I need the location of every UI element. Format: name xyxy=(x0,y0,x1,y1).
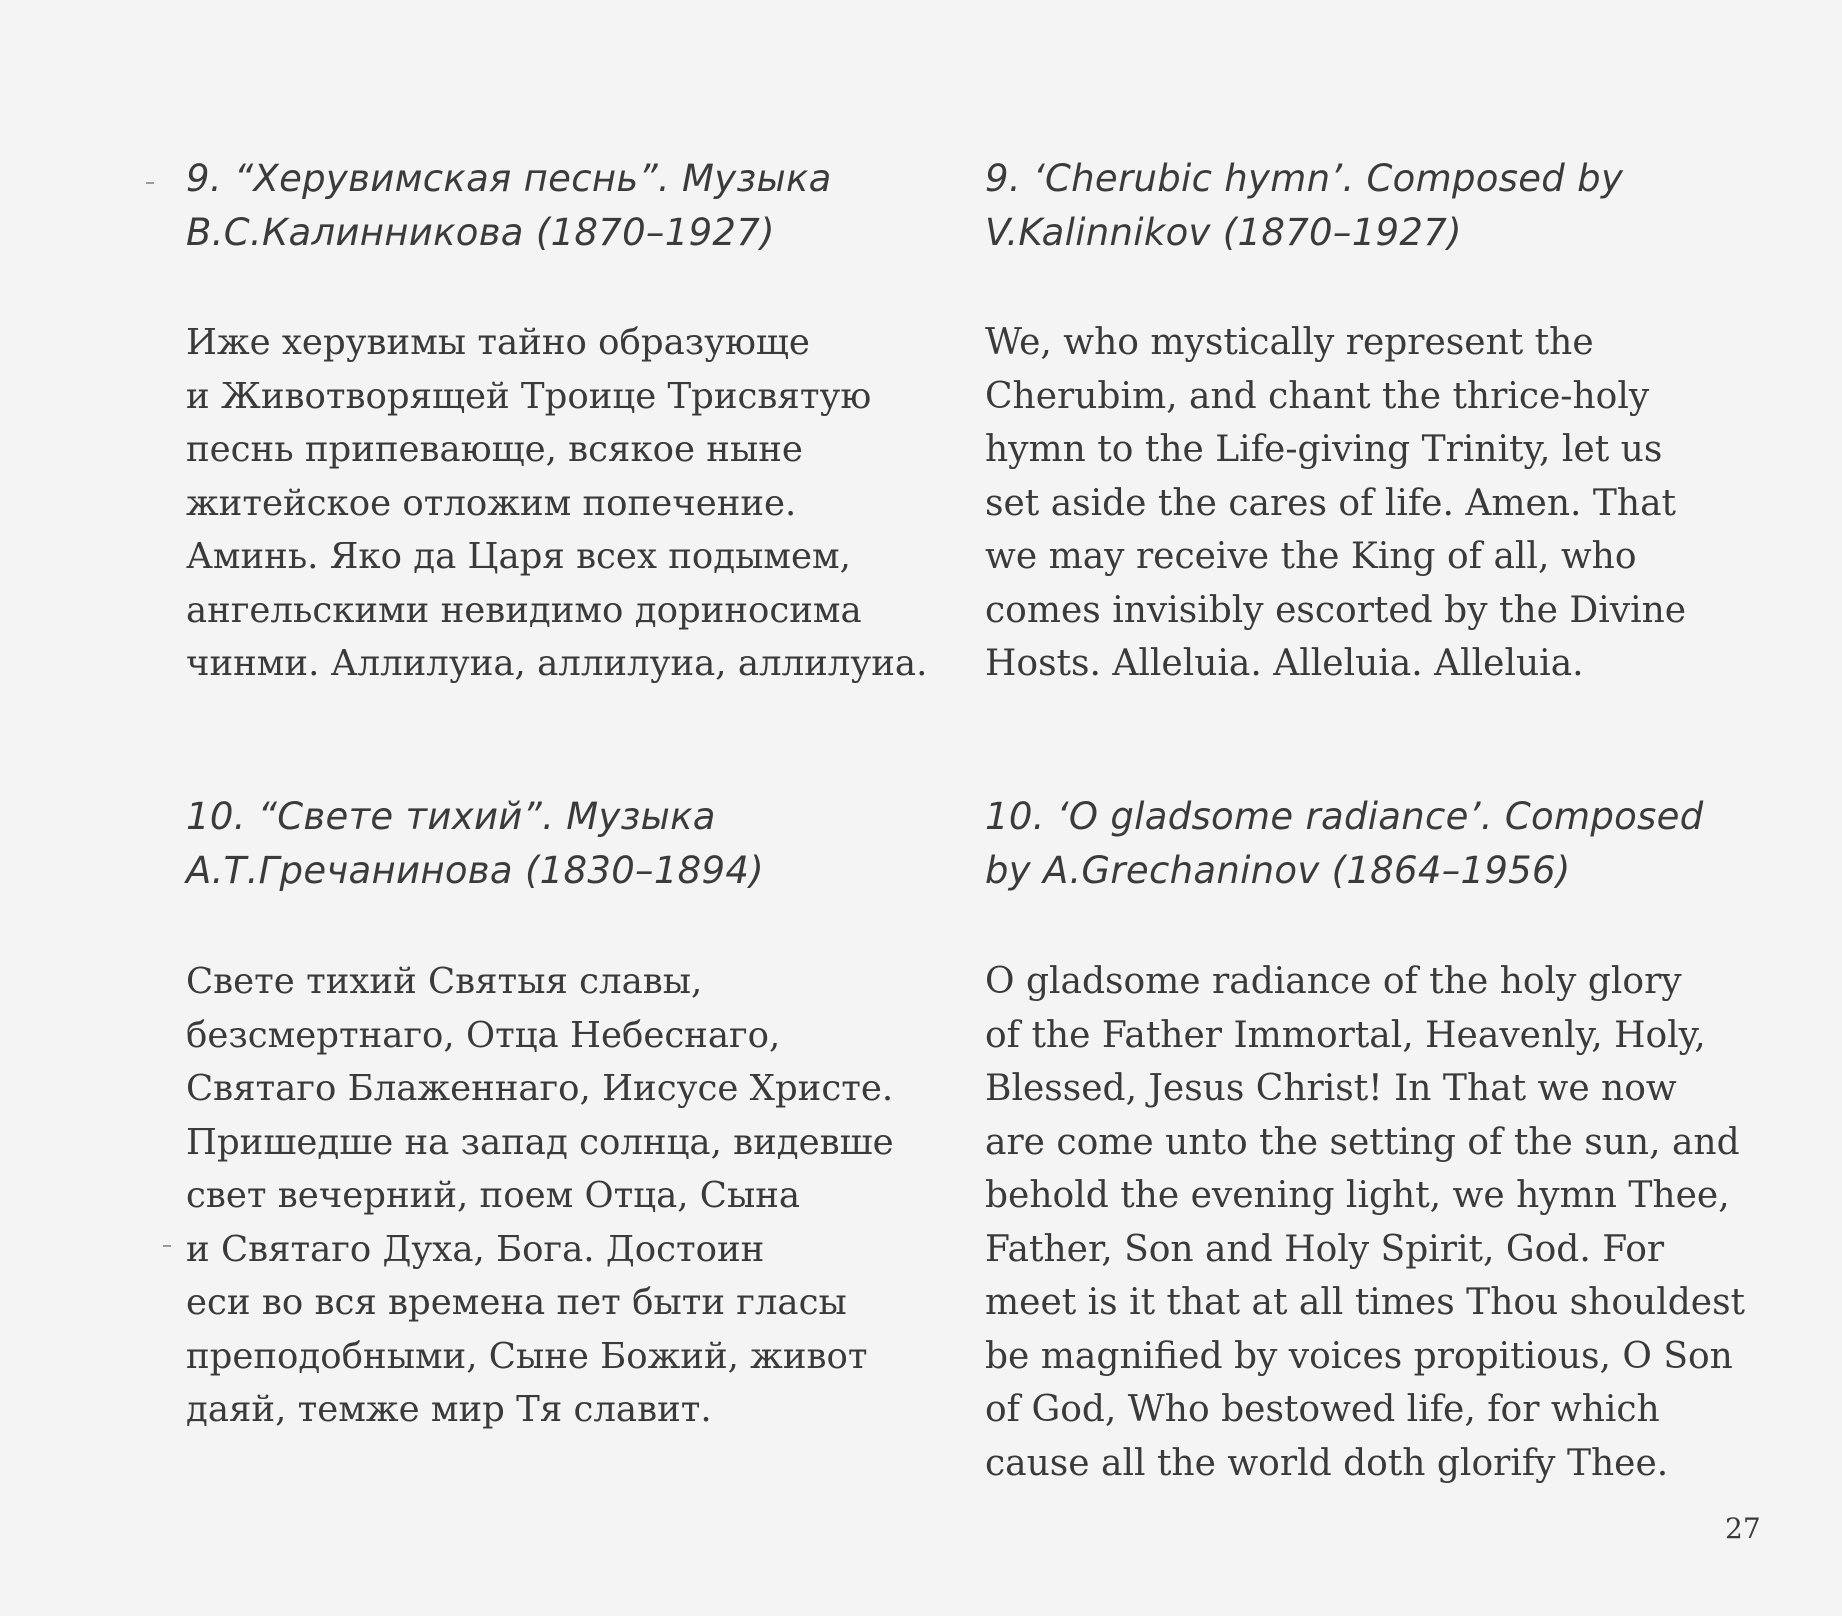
margin-mark xyxy=(163,1245,171,1247)
margin-mark xyxy=(146,182,154,184)
lyrics-ru-item-9: Иже херувимы тайно образующе и Животворящей Троице Трисвятую песнь припевающе, всякое ныне житейское отложим попечение. Аминь. Яко да Царя всех подымем, ангельскими невидимо дориносима чинми. Аллилуиа, аллилуиа, аллилуиа. xyxy=(186,322,928,684)
lyrics-en-item-10: O gladsome radiance of the holy glory of the Father Immortal, Heavenly, Holy, Blessed, Jesus Christ! In That we now are come unto the setting of the sun, and behold the evening light, we hymn Thee, Father, Son and Holy Spirit, God. For meet is it that at all times Thou shouldest be magnified by voices propitious, O Son of God, Who bestowed life, for which cause all the world doth glorify Thee. xyxy=(985,961,1746,1484)
heading-en-item-9: 9. ‘Cherubic hymn’. Composed by V.Kalinnikov (1870–1927) xyxy=(985,157,1624,254)
page-number: 27 xyxy=(1725,1512,1761,1545)
heading-ru-item-9: 9. “Херувимская песнь”. Музыка В.С.Калинникова (1870–1927) xyxy=(186,157,832,254)
lyrics-ru-item-10: Свете тихий Святыя славы, безсмертнаго, Отца Небеснаго, Святаго Блаженнаго, Иисусе Христе. Пришедше на запад солнца, видевше свет вечерний, поем Отца, Сына и Святаго Духа, Бога. Достоин еси во вся времена пет быти гласы преподобными, Сыне Божий, живот даяй, темже мир Тя славит. xyxy=(186,961,894,1430)
heading-ru-item-10: 10. “Свете тихий”. Музыка А.Т.Гречанинова (1830–1894) xyxy=(186,795,764,892)
heading-en-item-10: 10. ‘O gladsome radiance’. Composed by A.Grechaninov (1864–1956) xyxy=(985,795,1704,892)
lyrics-en-item-9: We, who mystically represent the Cherubim, and chant the thrice-holy hymn to the Life-giving Trinity, let us set aside the cares of life. Amen. That we may receive the King of all, who comes invisibly escorted by the Divine Hosts. Alleluia. Alleluia. Alleluia. xyxy=(985,322,1687,684)
